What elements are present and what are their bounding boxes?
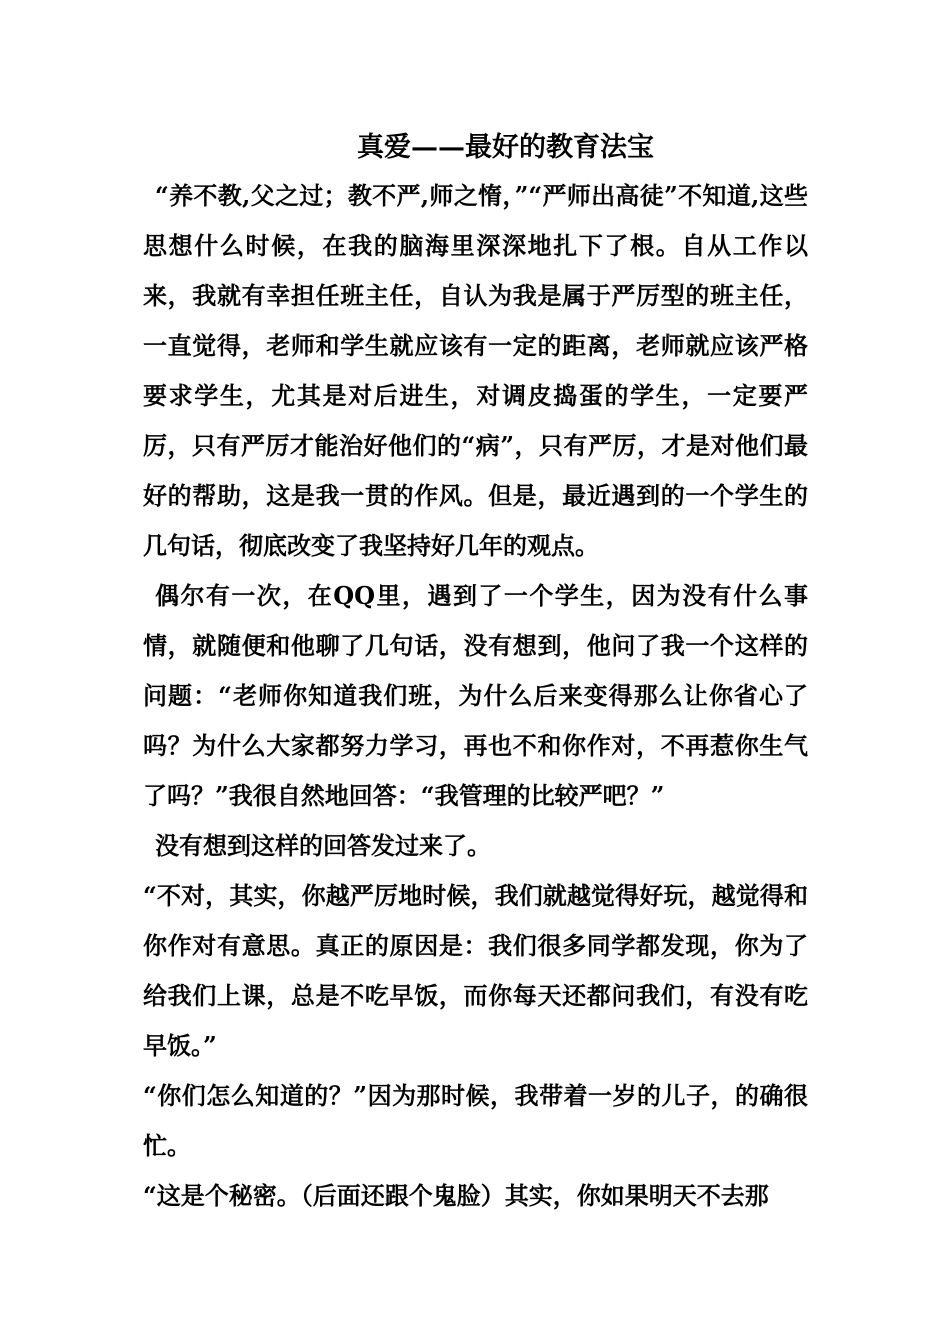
paragraph-4: “不对，其实，你越严厉地时候，我们就越觉得好玩，越觉得和你作对有意思。真正的原因是：我们很多同学都发现，你为了给我们上课，总是不吃早饭，而你每天还都问我们，有没有吃早饭。” [143, 881, 808, 1060]
paragraph-3: 没有想到这样的回答发过来了。 [155, 831, 491, 860]
document-title: 真爱——最好的教育法宝 [357, 132, 654, 163]
paragraph-6: “这是个秘密。（后面还跟个鬼脸）其实，你如果明天不去那 [143, 1181, 769, 1210]
document-page [143, 128, 808, 1221]
paragraph-2: 偶尔有一次，在QQ里，遇到了一个学生，因为没有什么事情，就随便和他聊了几句话，没有想到，他问了我一个这样的问题：“老师你知道我们班，为什么后来变得那么让你省心了吗？为什么大家都努力学习，再也不和你作对，不再惹你生气了吗？”我很自然地回答：“我管理的比较严吧？” [143, 581, 808, 810]
paragraph-1: “养不教,父之过；教不严,师之惰，”“严师出高徒”不知道,这些思想什么时候，在我的脑海里深深地扎下了根。自从工作以来，我就有幸担任班主任，自认为我是属于严厉型的班主任，一直觉得，老师和学生就应该有一定的距离，老师就应该严格要求学生，尤其是对后进生，对调皮捣蛋的学生，一定要严厉，只有严厉才能治好他们的“病”，只有严厉，才是对他们最好的帮助，这是我一贯的作风。但是，最近遇到的一个学生的几句话，彻底改变了我坚持好几年的观点。 [143, 181, 808, 560]
paragraph-5: “你们怎么知道的？”因为那时候，我带着一岁的儿子，的确很忙。 [143, 1081, 808, 1160]
